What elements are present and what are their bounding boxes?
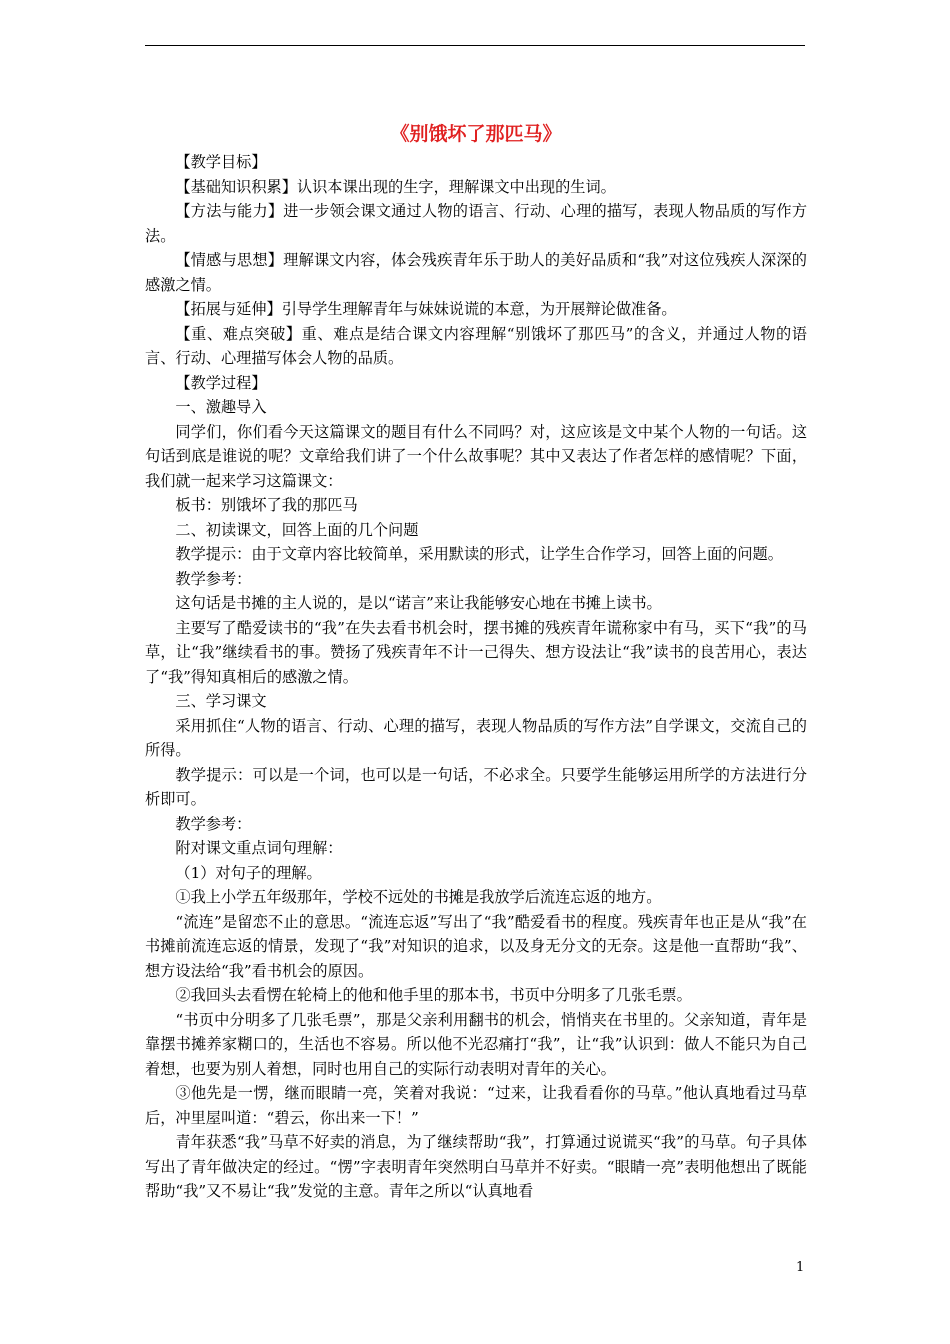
paragraph: 【拓展与延伸】引导学生理解青年与妹妹说谎的本意，为开展辩论做准备。 xyxy=(175,300,677,318)
document-title: 《别饿坏了那匹马》 xyxy=(390,123,562,145)
document-body xyxy=(145,120,807,1204)
paragraph: 同学们，你们看今天这篇课文的题目有什么不同吗？对，这应该是文中某个人物的一句话。这句话到底是谁说的呢？文章给我们讲了一个什么故事呢？其中又表达了作者怎样的感情呢？下面，我们就一起来学习这篇课文： xyxy=(145,422,807,490)
paragraph: ①我上小学五年级那年，学校不远处的书摊是我放学后流连忘返的地方。 xyxy=(175,888,662,906)
paragraph: 【重、难点突破】重、难点是结合课文内容理解“别饿坏了那匹马”的含义，并通过人物的语言、行动、心理描写体会人物的品质。 xyxy=(145,324,807,367)
paragraph: 这句话是书摊的主人说的，是以“诺言”来让我能够安心地在书摊上读书。 xyxy=(175,594,662,612)
paragraph: 采用抓住“人物的语言、行动、心理的描写，表现人物品质的写作方法”自学课文，交流自己的所得。 xyxy=(145,716,807,759)
paragraph: 教学参考： xyxy=(175,569,252,588)
header-rule xyxy=(145,45,805,46)
paragraph: （1）对句子的理解。 xyxy=(175,863,322,882)
paragraph: 附对课文重点词句理解： xyxy=(175,839,343,857)
paragraph: 青年获悉“我”马草不好卖的消息，为了继续帮助“我”，打算通过说谎买“我”的马草。句子具体写出了青年做决定的经过。“愣”字表明青年突然明白马草并不好卖。“眼睛一亮”表明他想出了既能帮助“我”又不易让“我”发觉的主意。青年之所以“认真地看 xyxy=(145,1133,807,1200)
paragraph: “书页中分明多了几张毛票”，那是父亲利用翻书的机会，悄悄夹在书里的。父亲知道，青年是靠摆书摊养家糊口的，生活也不容易。所以他不光忍痛打“我”，让“我”认识到：做人不能只为自己着想，也要为别人着想，同时也用自己的实际行动表明对青年的关心。 xyxy=(145,1010,807,1078)
paragraph: 教学提示：由于文章内容比较简单，采用默读的形式，让学生合作学习，回答上面的问题。 xyxy=(175,545,783,563)
paragraph: 教学参考： xyxy=(175,814,252,833)
paragraph: 【基础知识积累】认识本课出现的生字，理解课文中出现的生词。 xyxy=(175,177,616,196)
paragraph: 教学提示：可以是一个词，也可以是一句话，不必求全。只要学生能够运用所学的方法进行分析即可。 xyxy=(145,765,807,808)
paragraph: 【方法与能力】进一步领会课文通过人物的语言、行动、心理的描写，表现人物品质的写作方法。 xyxy=(145,202,807,245)
page-number: 1 xyxy=(796,1260,805,1275)
paragraph: 一、激趣导入 xyxy=(175,398,267,416)
paragraph: 主要写了酷爱读书的“我”在失去看书机会时，摆书摊的残疾青年谎称家中有马，买下“我”的马草，让“我”继续看书的事。赞扬了残疾青年不计一己得失、想方设法让“我”读书的良苦用心，表达了“我”得知真相后的感激之情。 xyxy=(145,618,807,686)
paragraph: 【情感与思想】理解课文内容，体会残疾青年乐于助人的美好品质和“我”对这位残疾人深深的感激之情。 xyxy=(145,251,807,294)
paragraph-list xyxy=(145,150,807,1204)
paragraph: 【教学目标】 xyxy=(175,153,267,171)
paragraph: 【教学过程】 xyxy=(175,373,267,392)
paragraph: 三、学习课文 xyxy=(175,692,267,710)
paragraph: ③他先是一愣，继而眼睛一亮，笑着对我说：“过来，让我看看你的马草。”他认真地看过马草后，冲里屋叫道：“碧云，你出来一下！” xyxy=(145,1084,807,1127)
paragraph: 二、初读课文，回答上面的几个问题 xyxy=(175,520,419,539)
paragraph: ②我回头去看愣在轮椅上的他和他手里的那本书，书页中分明多了几张毛票。 xyxy=(175,986,692,1004)
paragraph: “流连”是留恋不止的意思。“流连忘返”写出了“我”酷爱看书的程度。残疾青年也正是从“我”在书摊前流连忘返的情景，发现了“我”对知识的追求，以及身无分文的无奈。这是他一直帮助“我”、想方设法给“我”看书机会的原因。 xyxy=(145,912,807,980)
paragraph: 板书：别饿坏了我的那匹马 xyxy=(175,496,358,514)
